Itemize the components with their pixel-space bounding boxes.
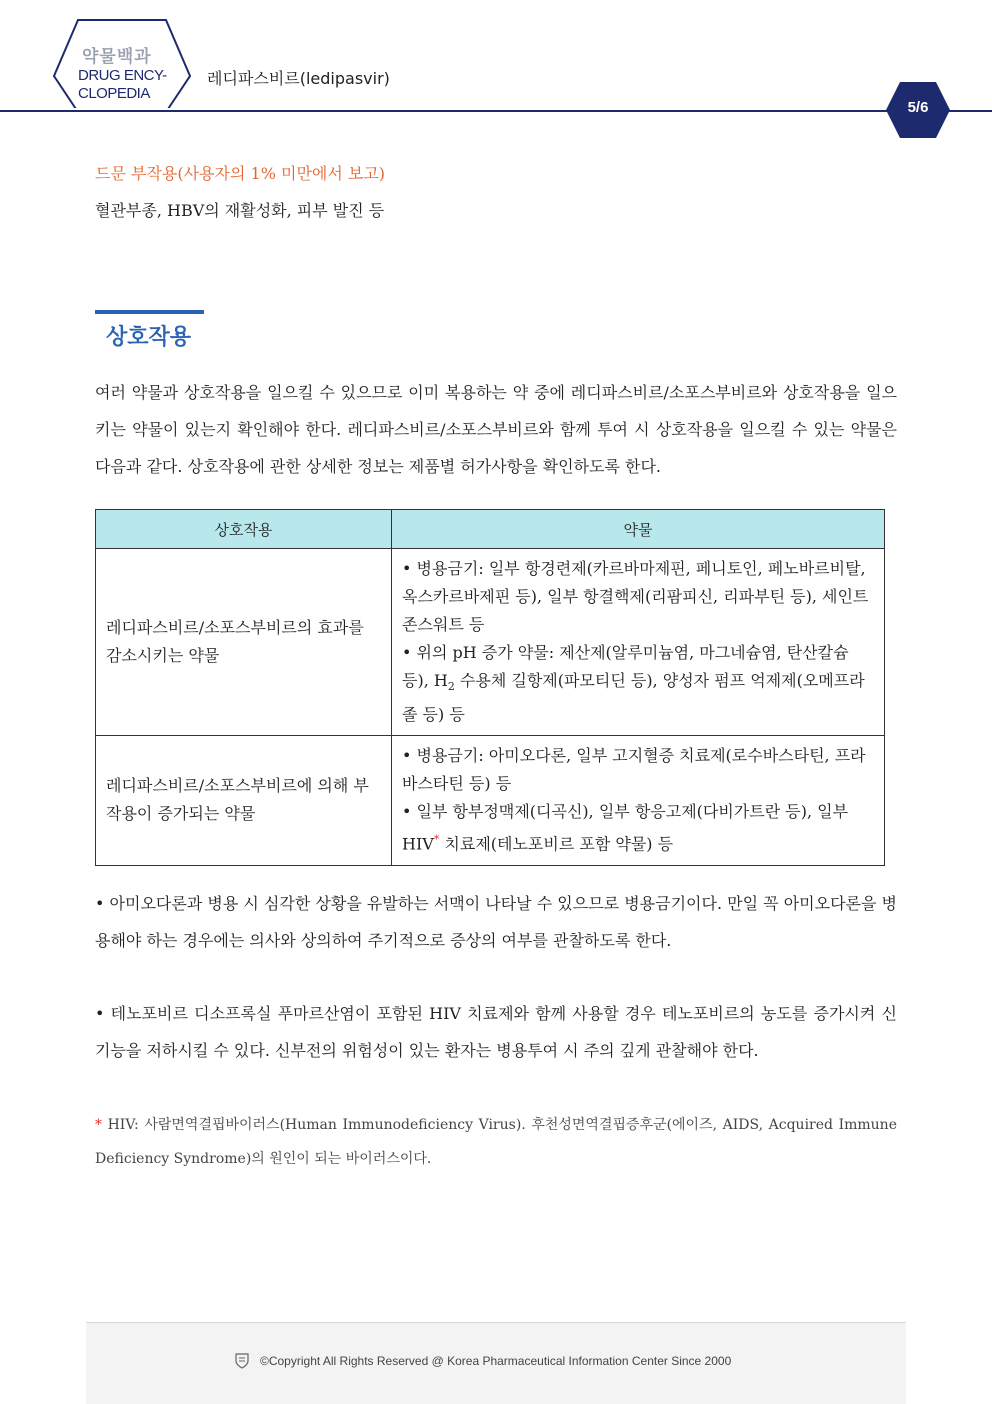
section-intro: 여러 약물과 상호작용을 일으킬 수 있으므로 이미 복용하는 약 중에 레디파스비르/소포스부비르와 상호작용을 일으키는 약물이 있는지 확인해야 한다. 레디파스비르/소포스부비르와 함께 투여 시 상호작용을 일으킬 수 있는 약물은 다음과 같다. 상호작용에 관한 상세한 정보는 제품별 허가사항을 확인하도록 한다.	[95, 383, 897, 476]
subscript: 2	[447, 680, 455, 694]
table-cell-effect: 레디파스비르/소포스부비르에 의해 부작용이 증가되는 약물	[96, 736, 392, 865]
bullet-text: 치료제(테노포비르 포함 약물) 등	[439, 834, 674, 854]
table-cell-drugs	[392, 736, 885, 865]
footnote-text: HIV: 사람면역결핍바이러스(Human Immunodeficiency Virus). 후천성면역결핍증후군(에이즈, AIDS, Acquired Immune Deficiency Syndrome)의 원인이 되는 바이러스이다.	[95, 1117, 897, 1167]
drug-bullet: • 병용금기: 아미오다론, 일부 고지혈증 치료제(로수바스타틴, 프라바스타틴 등) 등	[402, 746, 866, 794]
drug-bullet	[402, 639, 874, 729]
table-header-interaction: 상호작용	[96, 510, 392, 549]
page-number: 5/6	[907, 99, 929, 116]
kpic-shield-icon	[235, 1353, 249, 1369]
bullet-text: • 위의 pH 증가 약물: 제산제(알루미늄염, 마그네슘염, 탄산칼슘 등), H	[402, 643, 849, 690]
table-header-drugs: 약물	[392, 510, 885, 549]
logo-english-line2: CLOPEDIA	[78, 85, 150, 102]
document-title: 레디파스비르(ledipasvir)	[207, 69, 390, 88]
table-cell-effect: 레디파스비르/소포스부비르의 효과를 감소시키는 약물	[96, 549, 392, 736]
footnote-marker: *	[433, 833, 440, 847]
footnote	[95, 1108, 897, 1176]
section-title: 상호작용	[106, 325, 192, 350]
logo	[78, 42, 168, 103]
table-row	[96, 736, 885, 865]
drug-bullet: • 병용금기: 일부 항경련제(카르바마제핀, 페니토인, 페노바르비탈, 옥스카르바제핀 등), 일부 항결핵제(리팜피신, 리파부틴 등), 세인트존스워트 등	[402, 559, 869, 634]
table-header-row	[96, 510, 885, 549]
drug-bullet	[402, 798, 874, 858]
table-cell-drugs	[392, 549, 885, 736]
header-rule	[0, 110, 992, 112]
logo-korean: 약물백과	[82, 47, 152, 67]
note-amiodarone: • 아미오다론과 병용 시 심각한 상황을 유발하는 서맥이 나타날 수 있으므로 병용금기이다. 만일 꼭 아미오다론을 병용해야 하는 경우에는 의사와 상의하여 주기적으로 증상의 여부를 관찰하도록 한다.	[95, 894, 897, 950]
footnote-star: *	[95, 1117, 102, 1133]
table-row	[96, 549, 885, 736]
interaction-table	[95, 509, 885, 866]
rare-side-effects-heading: 드문 부작용(사용자의 1% 미만에서 보고)	[95, 164, 386, 183]
copyright-text: ©Copyright All Rights Reserved @ Korea Pharmaceutical Information Center Since 2000	[260, 1354, 732, 1368]
logo-english-line1: DRUG ENCY-	[78, 67, 167, 84]
note-tenofovir: • 테노포비르 디소프록실 푸마르산염이 포함된 HIV 치료제와 함께 사용할 경우 테노포비르의 농도를 증가시켜 신기능을 저하시킬 수 있다. 신부전의 위험성이 있는 환자는 병용투여 시 주의 깊게 관찰해야 한다.	[95, 1004, 897, 1060]
bullet-text: • 일부 항부정맥제(디곡신), 일부 항응고제(다비가트란 등), 일부 HIV	[402, 802, 849, 854]
section-accent-bar	[95, 310, 204, 314]
rare-side-effects-body: 혈관부종, HBV의 재활성화, 피부 발진 등	[95, 201, 385, 220]
bullet-text: 수용체 길항제(파모티딘 등), 양성자 펌프 억제제(오메프라졸 등) 등	[402, 671, 865, 725]
